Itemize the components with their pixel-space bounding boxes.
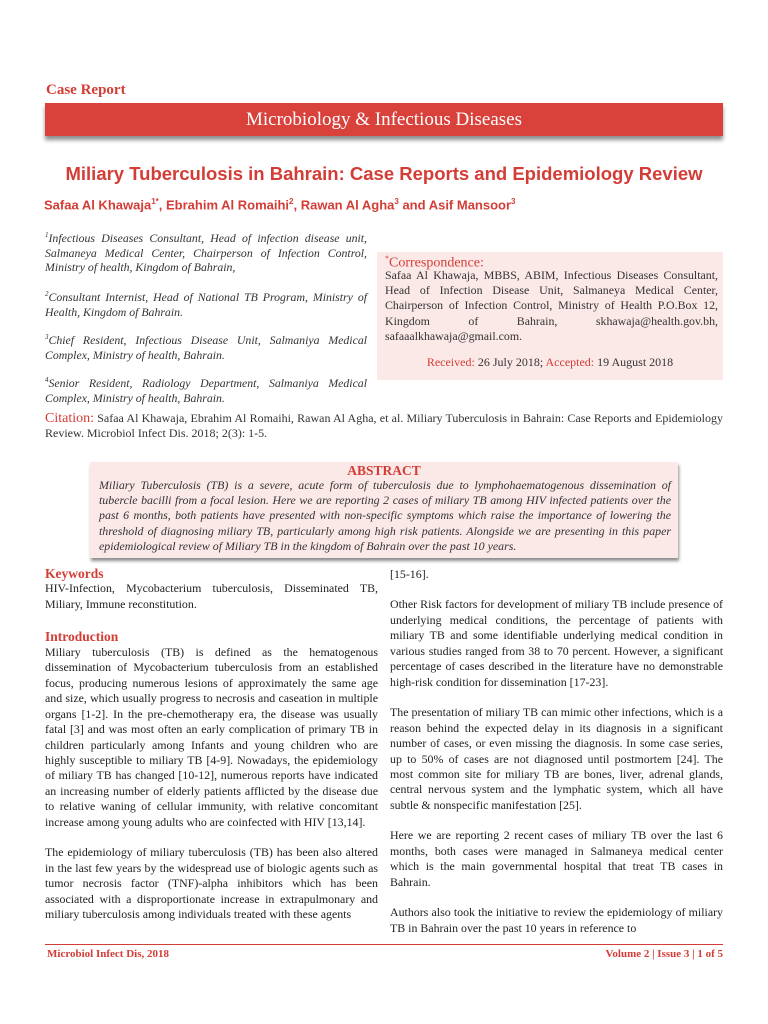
author-superscript: 3 xyxy=(394,197,399,206)
affiliation-4 xyxy=(45,373,367,405)
right-column xyxy=(390,567,723,936)
abstract-text: Miliary Tuberculosis (TB) is a severe, acute form of tuberculosis due to lymphohaematogenous dissemination of tubercle bacilli from a focal lesion. Here we are reporting 2 cases of miliary TB among HIV infected patients over the past 6 months, both patients have presented with non-specific symptoms which raise the importance of lowering the threshold of diagnosing miliary TB, particularly among high risk patients. Alongside we are presenting in this paper epidemiological review of Miliary TB in the kingdom of Bahrain over the past 10 years. xyxy=(99,478,671,553)
correspondence-label-text: Correspondence: xyxy=(389,255,484,271)
right-paragraph-4: Authors also took the initiative to review the epidemiology of miliary TB in Bahrain over the past 10 years in reference to xyxy=(390,905,723,935)
right-paragraph-2: The presentation of miliary TB can mimic other infections, which is a reason behind the expected delay in its diagnosis in a significant number of cases, or even missing the diagnosis. In some case series, up to 50% of cases are not diagnosed until postmortem [24]. The most common site for miliary TB are bones, liver, adrenal glands, central nervous system and the lymphatic system, which all have subtle & nonspecific manifestation [25]. xyxy=(390,705,723,812)
author-name: Safaa Al Khawaja xyxy=(44,197,152,213)
affiliation-3 xyxy=(45,330,367,362)
author-separator: and xyxy=(398,197,429,213)
affiliation-text: Chief Resident, Infectious Disease Unit, Salmaniya Medical Complex, Ministry of health, Bahrain. xyxy=(45,332,367,362)
intro-paragraph-2: The epidemiology of miliary tuberculosis (TB) has been also altered in the last few years by the widespread use of biologic agents such as tumor necrosis factor (TNF)-alpha inhibitors which has been associated with a disproportionate increase in extrapulmonary and miliary tuberculosis among individuals treated with these agents xyxy=(45,845,378,922)
correspondence-superscript: * xyxy=(385,254,389,263)
citation-text: Safaa Al Khawaja, Ebrahim Al Romaihi, Rawan Al Agha, et al. Miliary Tuberculosis in Bahrain: Case Reports and Epidemiology Review. Microbiol Infect Dis. 2018; 2(3): 1-5. xyxy=(45,411,723,441)
author-separator: , xyxy=(158,197,166,213)
correspondence-text: Safaa Al Khawaja, MBBS, ABIM, Infectious Diseases Consultant, Head of Infection Disease Unit, Salmaneya Medical Center, Chairperson of Infection Control, Ministry of Health P.O.Box 12, Kingdom of Bahrain, skhawaja@health.gov.bh, safaaalkhawaja@gmail.com. xyxy=(385,268,718,343)
footer-journal: Microbiol Infect Dis, 2018 xyxy=(47,948,170,960)
footer-page-info: Volume 2 | Issue 3 | 1 of 5 xyxy=(605,948,723,960)
citation xyxy=(45,411,723,442)
affiliation-text: Infectious Diseases Consultant, Head of infection disease unit, Salmaneya Medical Center, Chairperson of Infection Control, Ministry of health, Kingdom of Bahrain, xyxy=(45,230,367,275)
author-separator: , xyxy=(293,197,301,213)
affiliation-text: Consultant Internist, Head of National TB Program, Ministry of Health, Kingdom of Bahrain. xyxy=(45,289,367,319)
keywords-heading: Keywords xyxy=(45,566,104,581)
author-name: Rawan Al Agha xyxy=(300,197,395,213)
author-superscript: 3 xyxy=(511,197,516,206)
affiliation-superscript: 4 xyxy=(45,376,49,384)
right-paragraph-0: [15-16]. xyxy=(390,567,429,581)
received-date: 26 July 2018; xyxy=(474,355,546,369)
abstract-heading: ABSTRACT xyxy=(347,463,421,478)
journal-banner: Microbiology & Infectious Diseases xyxy=(45,103,723,136)
right-paragraph-1: Other Risk factors for development of miliary TB include presence of underlying medical conditions, the percentage of patients with miliary TB and some identifiable underlying medical condition in various studies ranged from 38 to 70 percent. However, a significant percentage of cases described in the literature have no demonstrable high-risk condition for dissemination [17-23]. xyxy=(390,597,723,689)
article-title: Miliary Tuberculosis in Bahrain: Case Reports and Epidemiology Review xyxy=(65,163,703,184)
keywords-text: HIV-Infection, Mycobacterium tuberculosis, Disseminated TB, Miliary, Immune reconstitution. xyxy=(45,581,378,611)
accepted-label: Accepted: xyxy=(545,355,595,369)
affiliation-1 xyxy=(45,228,367,275)
article-dates xyxy=(377,355,723,370)
intro-paragraph-1: Miliary tuberculosis (TB) is defined as the hematogenous dissemination of Mycobacterium tuberculosis from an established focus, producing numerous lesions of approximately the same age and size, which usually progress to necrosis and caseation in multiple organs [1-2]. In the pre-chemotherapy era, the disease was usually fatal [3] and was most often an early complication of primary TB in children particularly among Infants and young children who are highly susceptible to miliary TB [4-9]. Nowadays, the epidemiology of miliary TB has changed [10-12], numerous reports have indicated an increasing number of elderly patients afflicted by the disease due to relative waning of cellular immunity, with relative concomitant increase among young adults who are coinfected with HIV [13,14]. xyxy=(45,644,378,829)
citation-label: Citation: xyxy=(45,411,94,426)
accepted-date: 19 August 2018 xyxy=(594,355,674,369)
affiliation-superscript: 2 xyxy=(45,290,49,298)
author-superscript: 1* xyxy=(151,197,159,206)
author-superscript: 2 xyxy=(289,197,294,206)
author-name: Ebrahim Al Romaihi xyxy=(165,197,290,213)
author-list xyxy=(44,197,516,212)
left-column xyxy=(45,566,378,923)
article-type-label: Case Report xyxy=(46,82,126,98)
affiliation-2 xyxy=(45,287,367,319)
received-label: Received: xyxy=(426,355,475,369)
author-name: Asif Mansoor xyxy=(428,197,512,213)
right-paragraph-3: Here we are reporting 2 recent cases of miliary TB over the last 6 months, both cases were managed in Salmaneya medical center which is the main governmental hospital that treat TB cases in Bahrain. xyxy=(390,828,723,889)
affiliation-superscript: 3 xyxy=(45,333,49,341)
footer-divider xyxy=(45,944,723,945)
affiliation-superscript: 1 xyxy=(45,231,49,239)
affiliation-text: Senior Resident, Radiology Department, Salmaniya Medical Complex, Ministry of health, Bahrain. xyxy=(45,375,367,405)
introduction-heading: Introduction xyxy=(45,629,119,645)
